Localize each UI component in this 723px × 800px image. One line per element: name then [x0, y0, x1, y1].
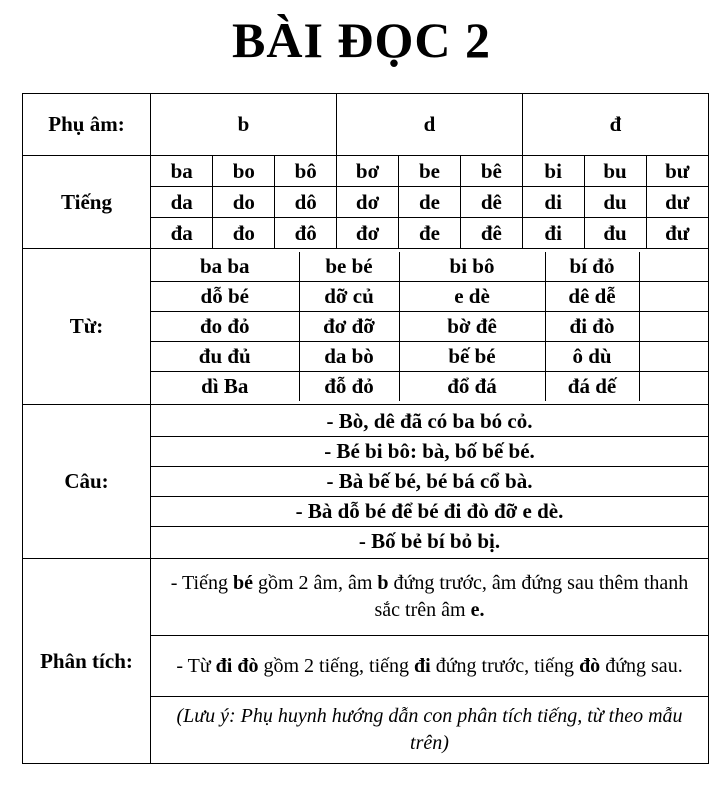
word: đu đủ: [151, 342, 299, 372]
word: bờ đê: [399, 312, 545, 342]
syllable: đô: [275, 218, 337, 249]
word-empty: [639, 282, 709, 312]
text-run-bold: e.: [470, 599, 485, 621]
syllable: đư: [646, 218, 708, 249]
text-run: - Từ: [176, 654, 216, 677]
tieng-grid-cell: [151, 156, 709, 249]
syllable: dơ: [337, 187, 399, 218]
label-tu: Từ:: [23, 249, 151, 405]
text-run: đứng trước, tiếng: [430, 654, 580, 677]
word: e dè: [399, 282, 545, 312]
tu-grid-cell: [151, 249, 709, 405]
syllable: ba: [151, 156, 213, 187]
word: ô dù: [545, 342, 639, 372]
syllable: đơ: [337, 218, 399, 249]
consonant-d: d: [337, 94, 523, 156]
syllable: du: [584, 187, 646, 218]
word-empty: [639, 372, 709, 402]
sentence: - Bé bi bô: bà, bố bế bé.: [151, 437, 708, 467]
word: dỡ củ: [299, 282, 399, 312]
tu-grid-row: [151, 252, 709, 282]
analysis-word: [151, 636, 708, 697]
word: đi đò: [545, 312, 639, 342]
sentence: - Bà dỗ bé để bé đi đò đỡ e dè.: [151, 497, 708, 527]
analysis-syllable-text: [151, 570, 708, 624]
syllable: đa: [151, 218, 213, 249]
consonant-dd: đ: [523, 94, 709, 156]
word: bí đỏ: [545, 252, 639, 282]
sentence: - Bò, dê đã có ba bó cỏ.: [151, 407, 708, 437]
syllable: bô: [275, 156, 337, 187]
syllable: đe: [399, 218, 461, 249]
text-run-bold: đò: [579, 654, 601, 677]
word: be bé: [299, 252, 399, 282]
sentence: - Bố bẻ bí bỏ bị.: [151, 527, 708, 557]
word-empty: [639, 312, 709, 342]
syllable: đu: [584, 218, 646, 249]
syllable: de: [399, 187, 461, 218]
word-empty: [639, 252, 709, 282]
word: đơ đỡ: [299, 312, 399, 342]
analysis-word-text: [151, 653, 708, 680]
syllable: bi: [522, 156, 584, 187]
cau-list-cell: [151, 405, 709, 559]
text-run: gồm 2 âm, âm: [252, 572, 378, 594]
syllable: dư: [646, 187, 708, 218]
label-cau: Câu:: [23, 405, 151, 559]
word: bế bé: [399, 342, 545, 372]
tieng-grid-row: [151, 187, 708, 218]
analysis-note: [151, 697, 708, 764]
word: ba ba: [151, 252, 299, 282]
syllable: đi: [522, 218, 584, 249]
phan-tich-row: [23, 559, 709, 764]
text-run-bold: đi: [414, 654, 431, 677]
text-run: - Tiếng: [170, 572, 233, 594]
syllable: dô: [275, 187, 337, 218]
sentence: - Bà bế bé, bé bá cổ bà.: [151, 467, 708, 497]
tieng-grid: [151, 156, 708, 248]
word: dỗ bé: [151, 282, 299, 312]
syllable: dê: [460, 187, 522, 218]
syllable: bư: [646, 156, 708, 187]
label-tieng: Tiếng: [23, 156, 151, 249]
page-title: BÀI ĐỌC 2: [231, 12, 492, 68]
cau-row: [23, 405, 709, 559]
syllable: da: [151, 187, 213, 218]
text-run: đứng trước, âm đứng sau thêm thanh sắc trên âm: [374, 572, 689, 621]
text-run-bold: b: [377, 572, 389, 594]
text-run: đứng sau.: [600, 654, 683, 677]
syllable: bo: [213, 156, 275, 187]
syllable: đo: [213, 218, 275, 249]
syllable: bu: [584, 156, 646, 187]
tieng-grid-row: [151, 156, 708, 187]
tu-grid-row: [151, 282, 709, 312]
syllable: bơ: [337, 156, 399, 187]
phan-tich-list: [151, 559, 708, 763]
syllable: di: [522, 187, 584, 218]
word: đỗ đỏ: [299, 372, 399, 402]
tu-grid-row: [151, 312, 709, 342]
text-run-bold: bé: [232, 572, 253, 594]
consonant-b: b: [151, 94, 337, 156]
word: dì Ba: [151, 372, 299, 402]
tu-grid-row: [151, 342, 709, 372]
syllable: be: [399, 156, 461, 187]
lesson-table: [22, 93, 709, 764]
syllable: đê: [460, 218, 522, 249]
label-phan-tich: Phân tích:: [23, 559, 151, 764]
cau-list: [151, 407, 708, 556]
word: đổ đá: [399, 372, 545, 402]
word: đo đỏ: [151, 312, 299, 342]
word: bi bô: [399, 252, 545, 282]
tu-row: [23, 249, 709, 405]
phan-tich-cell: [151, 559, 709, 764]
text-run-bold: đi đò: [215, 654, 259, 677]
consonant-row: [23, 94, 709, 156]
text-run: gồm 2 tiếng, tiếng: [258, 654, 415, 677]
word: da bò: [299, 342, 399, 372]
tu-grid: [151, 252, 709, 401]
syllable: bê: [460, 156, 522, 187]
tieng-row: [23, 156, 709, 249]
tu-grid-row: [151, 372, 709, 402]
word: đá dế: [545, 372, 639, 402]
analysis-syllable: [151, 559, 708, 636]
word: dê dễ: [545, 282, 639, 312]
label-phu-am: Phụ âm:: [23, 94, 151, 156]
tieng-grid-row: [151, 218, 708, 249]
word-empty: [639, 342, 709, 372]
syllable: do: [213, 187, 275, 218]
parent-note: (Lưu ý: Phụ huynh hướng dẫn con phân tích tiếng, từ theo mẫu trên): [176, 705, 683, 754]
